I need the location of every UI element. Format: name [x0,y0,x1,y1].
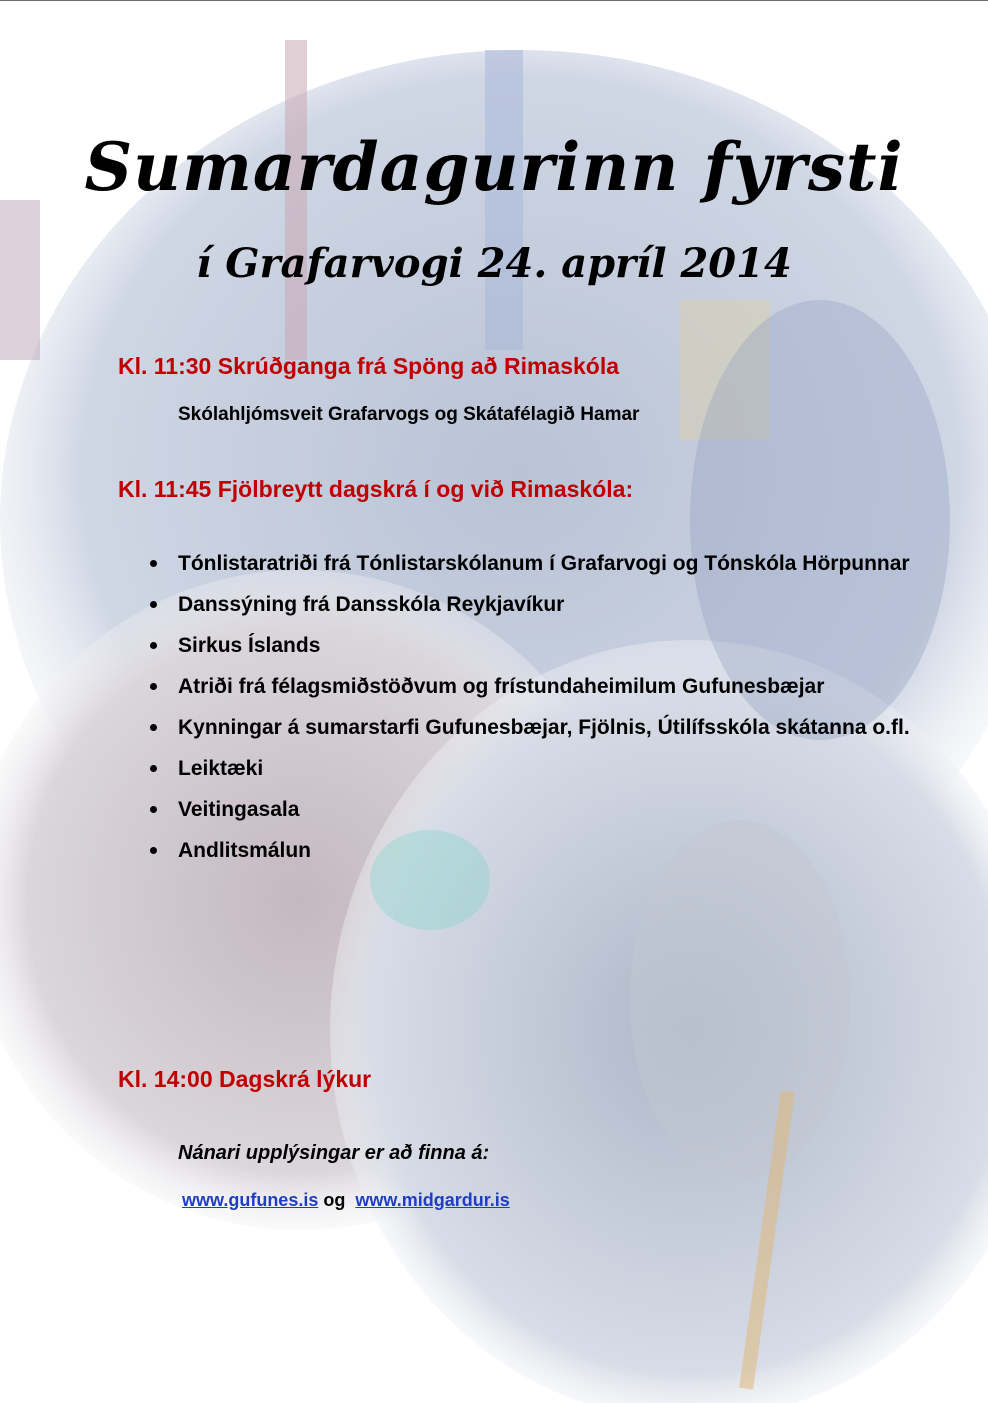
links-line [182,1190,510,1211]
event-time-1: Kl. 11:30 Skrúðganga frá Spöng að Rimaskóla [118,353,620,379]
main-title: Sumardagurinn fyrsti [84,128,904,206]
info-text: Nánari upplýsingar er að finna á: [178,1142,490,1164]
list-item: Kynningar á sumarstarfi Gufunesbæjar, Fjölnis, Útilífsskóla skátanna o.fl. [150,707,910,748]
midgardur-link[interactable]: www.midgardur.is [355,1190,510,1210]
list-item: Leiktæki [150,748,910,789]
list-item: Andlitsmálun [150,830,910,871]
links-connector: og [323,1190,346,1210]
gufunes-link[interactable]: www.gufunes.is [182,1190,319,1210]
list-item: Atriði frá félagsmiðstöðvum og frístundaheimilum Gufunesbæjar [150,666,910,707]
program-list [150,543,910,871]
event-time-3: Kl. 14:00 Dagskrá lýkur [118,1066,372,1092]
list-item: Danssýning frá Dansskóla Reykjavíkur [150,584,910,625]
event-sub-1: Skólahljómsveit Grafarvogs og Skátafélagið Hamar [178,404,640,425]
subtitle: í Grafarvogi 24. apríl 2014 [196,240,792,287]
list-item: Sirkus Íslands [150,625,910,666]
list-item: Tónlistaratriði frá Tónlistarskólanum í Grafarvogi og Tónskóla Hörpunnar [150,543,910,584]
event-time-2: Kl. 11:45 Fjölbreytt dagskrá í og við Rimaskóla: [118,476,634,502]
list-item: Veitingasala [150,789,910,830]
